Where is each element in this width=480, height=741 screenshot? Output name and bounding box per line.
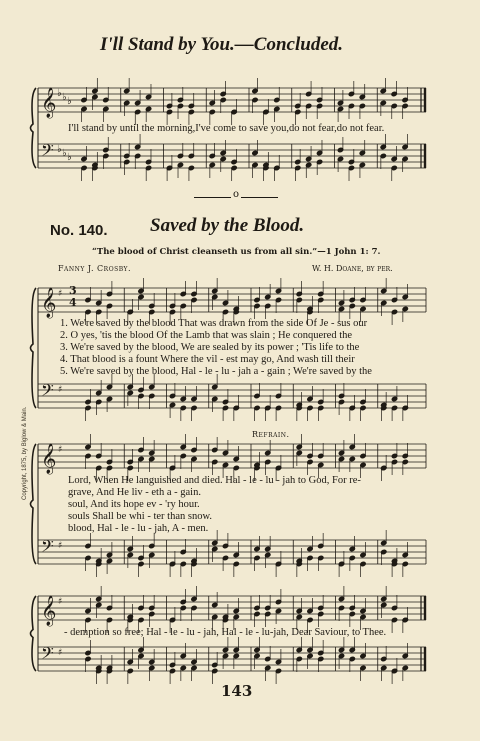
sharp-sign: ♯ — [58, 541, 63, 551]
previous-hymn-lyric: I'll stand by until the morning,I've come to save you,do not fear,do not fear. — [68, 123, 385, 134]
staff-lines — [38, 440, 428, 472]
brace — [31, 596, 37, 671]
music-staff-bass-1 — [38, 140, 428, 172]
previous-hymn-title: I'll Stand by You.—Concluded. — [100, 34, 344, 55]
staff-lines — [38, 592, 428, 624]
music-staff-bass-3 — [38, 536, 428, 568]
verse-line: 3. We're saved by the blood, We are sealed by its power ; 'Tis life to the — [60, 342, 360, 353]
verse-line: 1. We're saved by the blood That was drawn from the side Of Je - sus our — [60, 318, 368, 329]
flat-sign: ♭ — [67, 96, 72, 107]
scripture-epigraph: “The blood of Christ cleanseth us from all sin.”—1 John 1: 7. — [92, 247, 381, 257]
sharp-sign: ♯ — [58, 289, 63, 299]
verse-line: 2. O yes, 'tis the blood Of the Lamb that was slain ; He conquered the — [60, 330, 353, 341]
staff-lines — [38, 643, 428, 675]
copyright-notice: Copyright, 1875, by Biglow & Main. — [22, 406, 28, 500]
brace — [31, 88, 37, 168]
hymn-number: No. 140. — [50, 222, 108, 239]
hymn-title: Saved by the Blood. — [150, 215, 305, 236]
verse-line: blood, Hal - le - lu - jah, A - men. — [68, 523, 209, 534]
refrain-label: Refrain. — [252, 430, 290, 439]
verse-line: soul, And its hope ev - 'ry hour. — [68, 499, 200, 510]
music-staff-treble-3 — [38, 440, 428, 472]
staff-lines — [38, 84, 428, 116]
music-staff-treble-1 — [38, 84, 428, 116]
sharp-sign: ♯ — [58, 597, 63, 607]
music-staff-bass-2 — [38, 380, 428, 412]
time-signature-top: 3 — [69, 284, 77, 297]
time-signature-bottom: 4 — [69, 296, 77, 309]
verse-line: Lord, When He languished and died. Hal - le - lu - jah to God, For re- — [68, 475, 361, 486]
staff-lines — [38, 380, 428, 412]
sharp-sign: ♯ — [58, 385, 63, 395]
treble-clef: 𝄞 — [41, 88, 57, 118]
verse-line: grave, And He liv - eth a - gain. — [68, 487, 201, 498]
flat-sign: ♭ — [67, 152, 72, 163]
brace — [31, 444, 37, 564]
bass-clef: 𝄢 — [41, 536, 54, 560]
treble-clef: 𝄞 — [41, 444, 57, 474]
treble-clef: 𝄞 — [41, 288, 57, 318]
music-staff-treble-4 — [38, 592, 428, 624]
music-staff-bass-4 — [38, 643, 428, 675]
treble-clef: 𝄞 — [41, 596, 57, 626]
music-staff-treble-2 — [38, 284, 428, 316]
bass-clef: 𝄢 — [41, 140, 54, 164]
staff-lines — [38, 284, 428, 316]
brace — [31, 288, 37, 408]
page-number: 143 — [221, 682, 253, 700]
verse-line: 5. We're saved by the blood, Hal - le - lu - jah a - gain ; We're saved by the — [60, 366, 372, 377]
composer-credit: W. H. Doane, by per. — [312, 264, 393, 273]
sharp-sign: ♯ — [58, 648, 63, 658]
final-lyric-line: - demption so free; Hal - le - lu - jah, Hal - le - lu-jah, Dear Saviour, to Thee. — [64, 627, 387, 638]
divider-ornament: o — [233, 189, 240, 200]
staff-lines — [38, 536, 428, 568]
flat-sign: ♭ — [62, 92, 67, 103]
verse-line: souls Shall be whi - ter than snow. — [68, 511, 212, 522]
flat-sign: ♭ — [57, 144, 62, 155]
staff-lines — [38, 140, 428, 172]
bass-clef: 𝄢 — [41, 380, 54, 404]
sharp-sign: ♯ — [58, 445, 63, 455]
bass-clef: 𝄢 — [41, 643, 54, 667]
verse-line: 4. That blood is a fount Where the vil - est may go, And wash till their — [60, 354, 355, 365]
lyricist-credit: Fanny J. Crosby. — [58, 264, 132, 273]
flat-sign: ♭ — [57, 88, 62, 99]
flat-sign: ♭ — [62, 148, 67, 159]
